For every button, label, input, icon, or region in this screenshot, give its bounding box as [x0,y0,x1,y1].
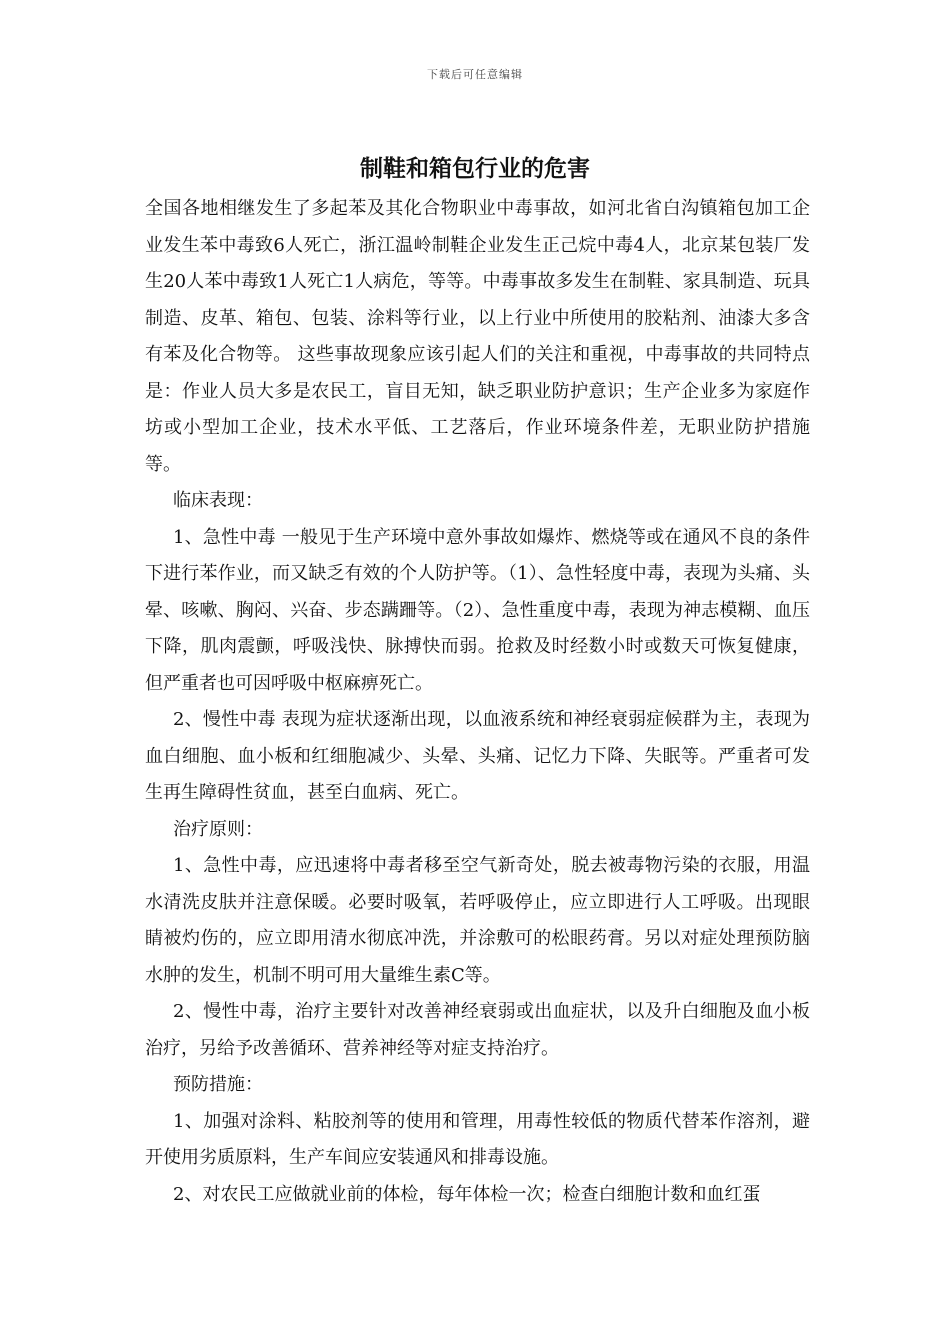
section-heading-treatment: 治疗原则： [173,818,263,840]
paragraph-chronic-poisoning: 2、慢性中毒 表现为症状逐渐出现，以血液系统和神经衰弱症候群为主，表现为血白细胞、血小板和红细胞减少、头晕、头痛、记忆力下降、失眠等。严重者可发生再生障碍性贫血，甚至白血病、死亡。 [145,709,810,803]
header-note: 下载后可任意编辑 [427,68,523,81]
paragraph-treatment-chronic: 2、慢性中毒，治疗主要针对改善神经衰弱或出血症状，以及升白细胞及血小板治疗，另给予改善循环、营养神经等对症支持治疗。 [145,1001,810,1059]
paragraph-intro: 全国各地相继发生了多起苯及其化合物职业中毒事故，如河北省白沟镇箱包加工企业发生苯中毒致6人死亡，浙江温岭制鞋企业发生正己烷中毒4人，北京某包装厂发生20人苯中毒致1人死亡1人病危，等等。中毒事故多发生在制鞋、家具制造、玩具制造、皮革、箱包、包装、涂料等行业，以上行业中所使用的胶粘剂、油漆大多含有苯及化合物等。 这些事故现象应该引起人们的关注和重视，中毒事故的共同特点是：作业人员大多是农民工，盲目无知，缺乏职业防护意识；生产企业多为家庭作坊或小型加工企业，技术水平低、工艺落后，作业环境条件差，无职业防护措施等。 [145,198,810,475]
document-body [145,191,810,1213]
paragraph-prevention-2: 2、对农民工应做就业前的体检，每年体检一次；检查白细胞计数和血红蛋 [173,1183,761,1205]
paragraph-prevention-1: 1、加强对涂料、粘胶剂等的使用和管理，用毒性较低的物质代替苯作溶剂，避开使用劣质原料，生产车间应安装通风和排毒设施。 [145,1110,810,1168]
section-heading-prevention: 预防措施： [173,1074,263,1095]
paragraph-treatment-acute: 1、急性中毒，应迅速将中毒者移至空气新奇处，脱去被毒物污染的衣服，用温水清洗皮肤并注意保暖。必要时吸氧，若呼吸停止，应立即进行人工呼吸。出现眼睛被灼伤的，应立即用清水彻底冲洗，并涂敷可的松眼药膏。另以对症处理预防脑水肿的发生，机制不明可用大量维生素C等。 [145,855,810,986]
section-heading-clinical: 临床表现： [173,490,263,511]
paragraph-acute-poisoning: 1、急性中毒 一般见于生产环境中意外事故如爆炸、燃烧等或在通风不良的条件下进行苯作业，而又缺乏有效的个人防护等。（1）、急性轻度中毒，表现为头痛、头晕、咳嗽、胸闷、兴奋、步态蹒跚等。（2）、急性重度中毒，表现为神志模糊、血压下降，肌肉震颤，呼吸浅快、脉搏快而弱。抢救及时经数小时或数天可恢复健康，但严重者也可因呼吸中枢麻痹死亡。 [145,526,810,694]
page-title: 制鞋和箱包行业的危害 [360,156,590,182]
